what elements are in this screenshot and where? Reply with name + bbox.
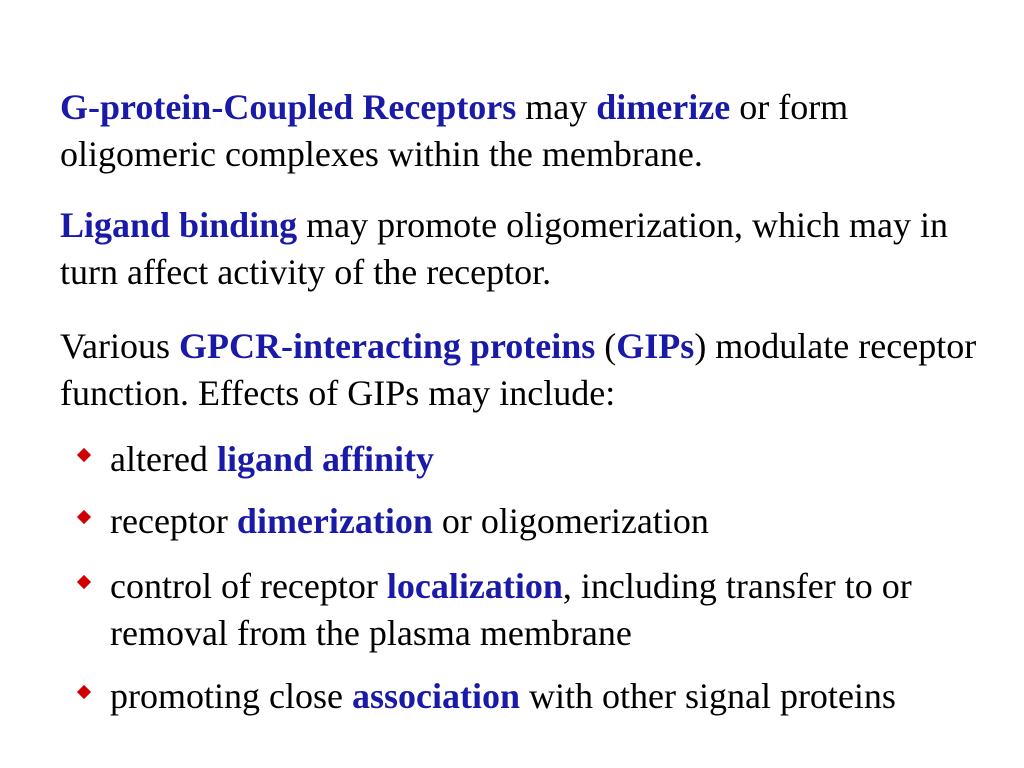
text-run: ) modulate receptor function. Effects of GIPs may include: [60, 326, 977, 413]
text-run: with other signal proteins [519, 676, 896, 716]
paragraph-gpcr-dimerize [60, 84, 990, 178]
red-diamond-icon [77, 510, 91, 524]
text-run: or oligomerization [432, 501, 709, 541]
term-localization: localization [386, 566, 563, 606]
term-dimerize: dimerize [596, 87, 731, 127]
red-diamond-icon [77, 685, 91, 699]
paragraph-ligand-binding [60, 202, 990, 296]
term-ligand-affinity: ligand affinity [216, 439, 434, 479]
red-diamond-icon [77, 575, 91, 589]
text-run: promoting close [110, 676, 352, 716]
text-run: receptor [110, 501, 237, 541]
paragraph-gips [60, 323, 990, 417]
bullet-item-association [110, 673, 990, 720]
red-diamond-icon [77, 448, 91, 462]
text-run: altered [110, 439, 217, 479]
text-run: or form oligomeric complexes within the membrane. [60, 87, 849, 174]
bullet-item-localization [110, 563, 990, 657]
text-run: Various [60, 326, 179, 366]
term-gpcr: G-protein-Coupled Receptors [60, 87, 517, 127]
text-run: may promote oligomerization, which may in turn affect activity of the receptor. [60, 205, 949, 292]
term-gpcr-interacting-proteins: GPCR-interacting proteins [179, 326, 596, 366]
term-association: association [351, 676, 520, 716]
text-run: ( [595, 326, 617, 366]
term-ligand-binding: Ligand binding [60, 205, 298, 245]
text-run: may [516, 87, 597, 127]
bullet-item-ligand-affinity [110, 436, 990, 483]
term-dimerization: dimerization [236, 501, 433, 541]
term-gips: GIPs [616, 326, 695, 366]
text-run: , including transfer to or removal from the plasma membrane [110, 566, 912, 653]
text-run: control of receptor [110, 566, 387, 606]
bullet-item-dimerization [110, 498, 990, 545]
